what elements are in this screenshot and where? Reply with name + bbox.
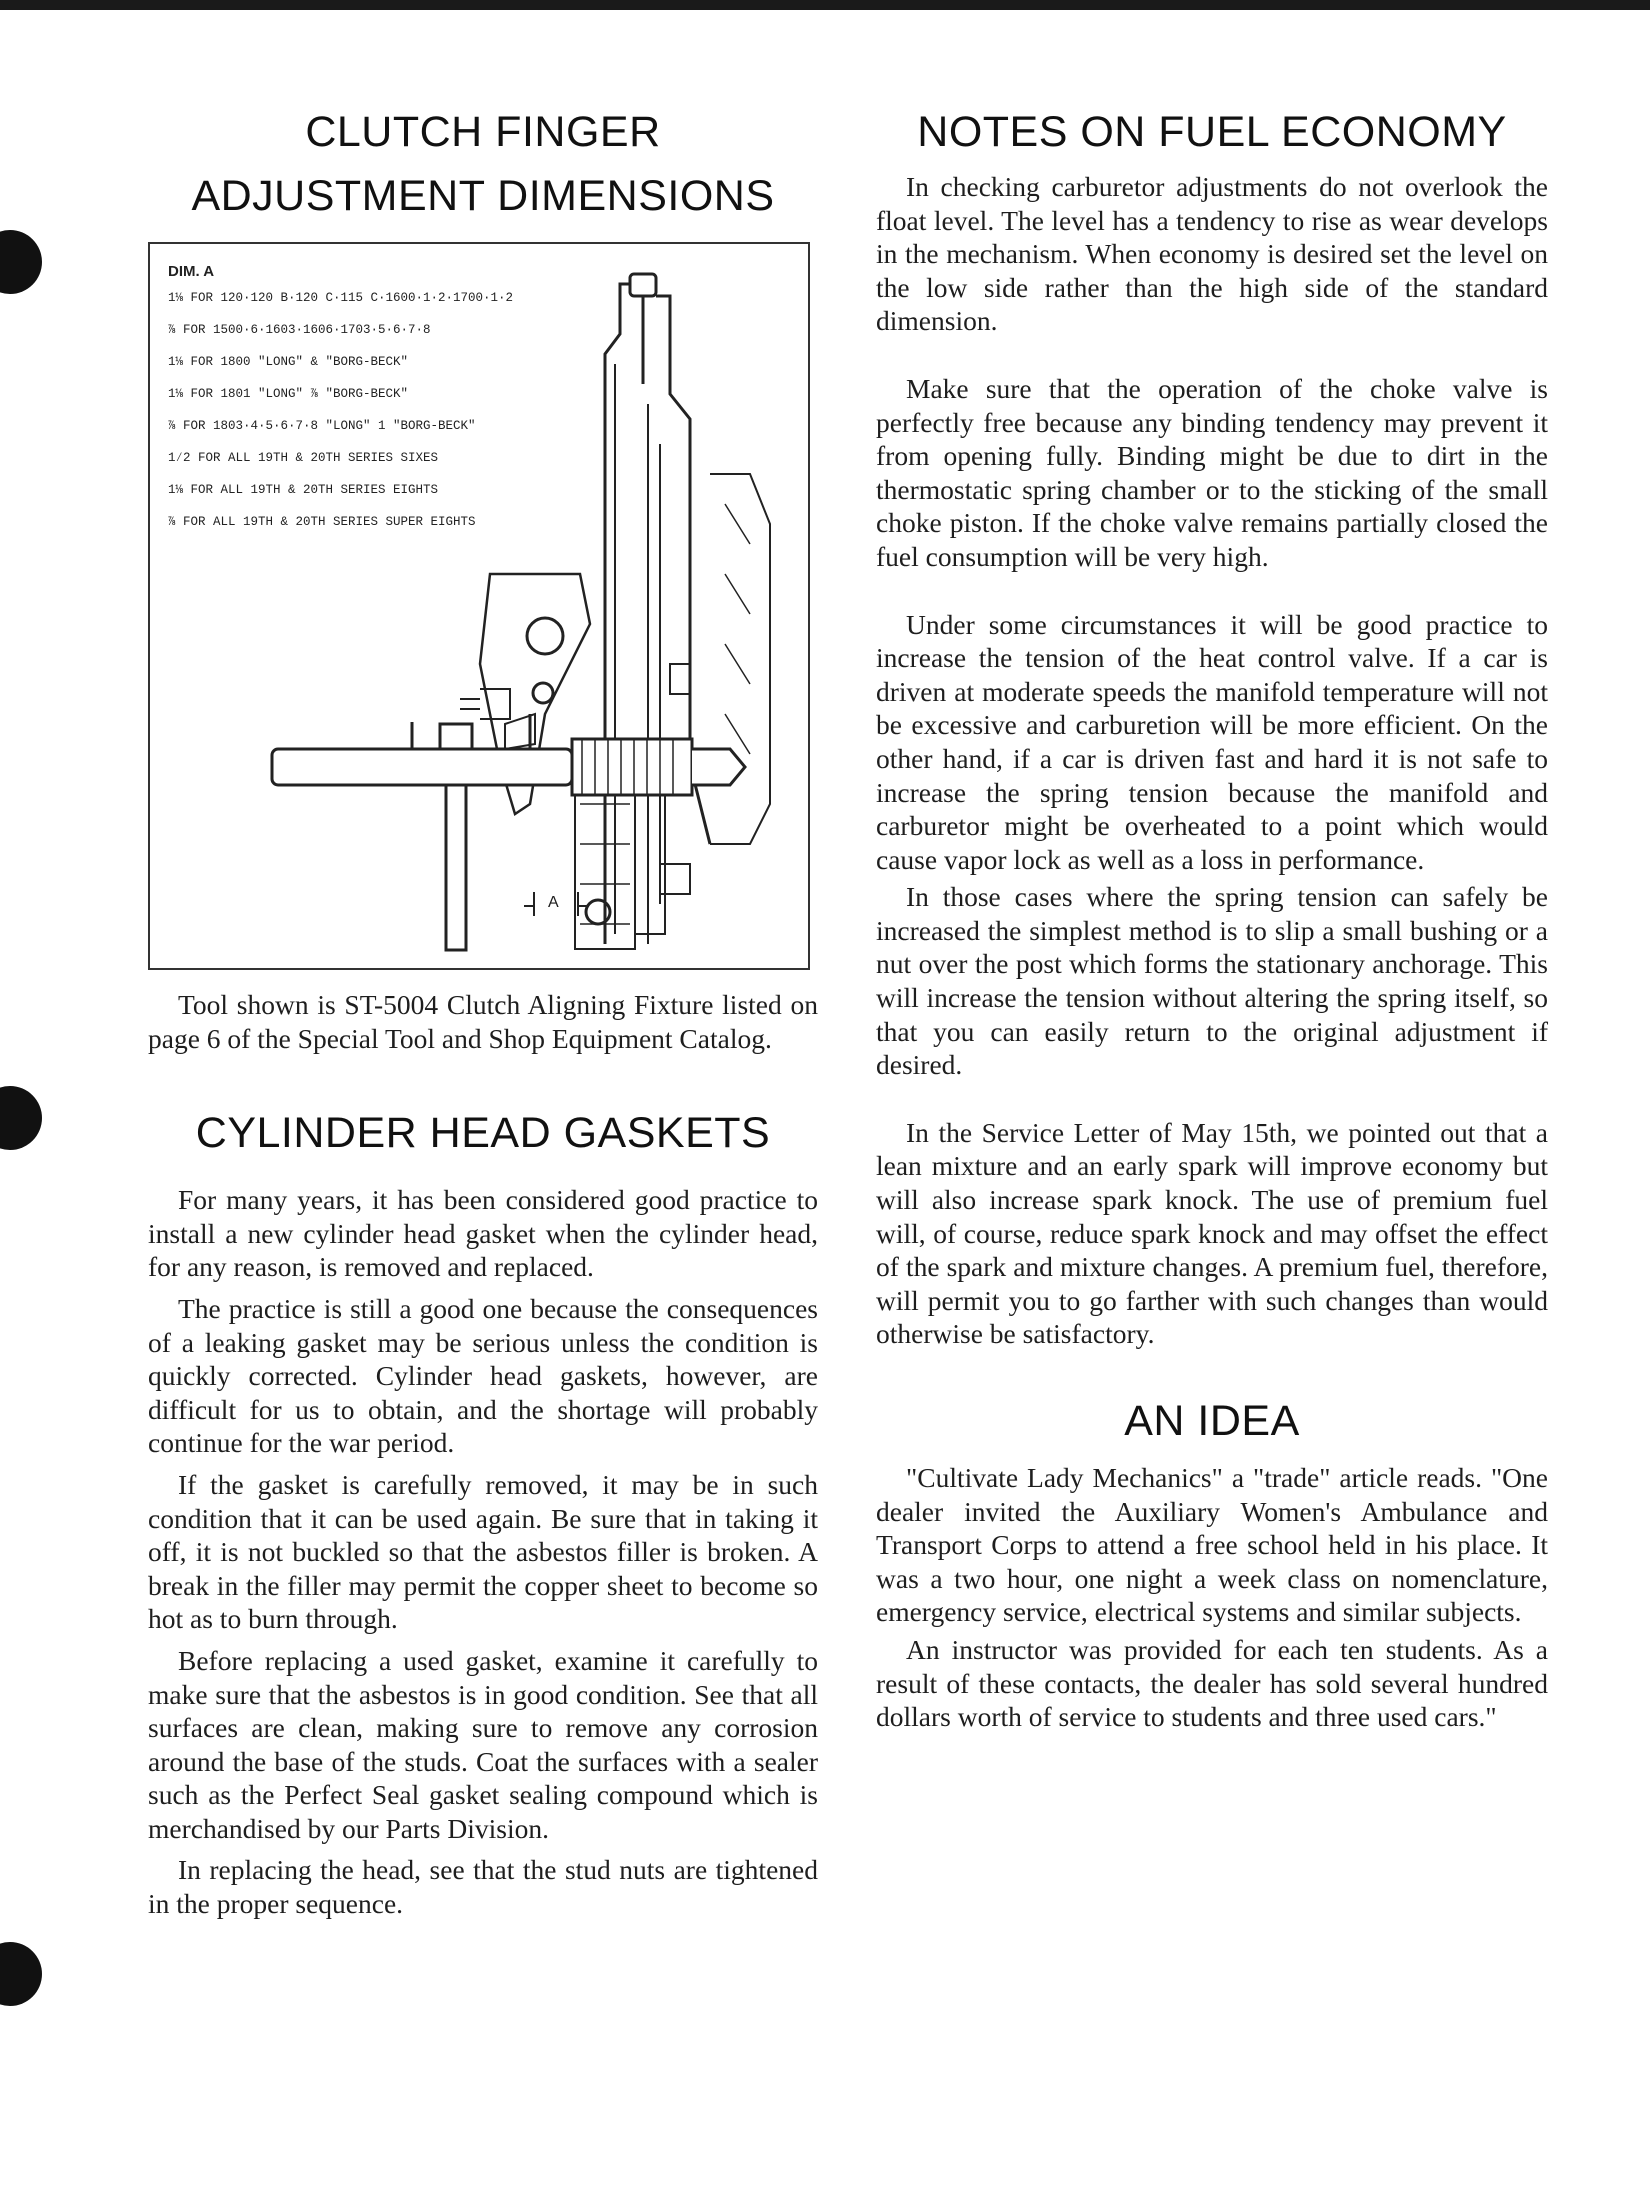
dimension-row: 1⅛ FOR ALL 19TH & 20TH SERIES EIGHTS (168, 483, 439, 497)
dimension-row: 1⅛ FOR 1800 "LONG" & "BORG-BECK" (168, 355, 409, 369)
gaskets-paragraph: For many years, it has been considered good practice to install a new cylinder head gasket when the cylinder head, for any reason, is removed and replaced. (148, 1184, 818, 1283)
idea-title: AN IDEA (1124, 1397, 1300, 1445)
gaskets-title: CYLINDER HEAD GASKETS (195, 1109, 771, 1158)
gaskets-paragraph: If the gasket is carefully removed, it may be in such condition that it can be used again. Be sure that in taking it off, it is not buckled so that the asbestos filler is broken. A break in the filler may permit the copper sheet to become so hot as to burn through. (148, 1468, 818, 1635)
gaskets-paragraph: The practice is still a good one because the consequences of a leaking gasket may be serious unless the condition is quickly corrected. Cylinder head gaskets, however, are difficult for us to obtain, and the shortage will probably continue for the war period. (148, 1292, 818, 1459)
dimension-row: ⅞ FOR 1500·6·1603·1606·1703·5·6·7·8 (168, 323, 431, 337)
clutch-title-line1: CLUTCH FINGER (305, 108, 661, 156)
figure-caption: Tool shown is ST-5004 Clutch Aligning Fixture listed on page 6 of the Special Tool and Shop Equipment Catalog. (148, 989, 818, 1054)
dimension-row: 1⁄2 FOR ALL 19TH & 20TH SERIES SIXES (168, 451, 439, 465)
dimension-row: 1⅛ FOR 120·120 B·120 C·115 C·1600·1·2·1700·1·2 (168, 291, 514, 305)
gaskets-paragraph: Before replacing a used gasket, examine it carefully to make sure that the asbestos is in good condition. See that all surfaces are clean, making sure to remove any corrosion around the base of the studs. Coat the surfaces with a sealer such as the Perfect Seal gasket sealing compound which is merchandised by our Parts Division. (148, 1644, 818, 1844)
dimension-list-title: DIM. A (168, 263, 215, 280)
dimension-list (168, 262, 514, 538)
binder-hole-middle (0, 1086, 42, 1150)
binder-hole-top (0, 230, 42, 294)
dimension-a-marker: A (548, 894, 559, 911)
left-column (148, 100, 818, 1921)
clutch-aligning-fixture-figure (148, 242, 810, 970)
gaskets-paragraph: In replacing the head, see that the stud nuts are tightened in the proper sequence. (148, 1854, 818, 1920)
dimension-row: ⅞ FOR 1803·4·5·6·7·8 "LONG" 1 "BORG-BECK" (168, 419, 476, 433)
idea-paragraph: An instructor was provided for each ten students. As a result of these contacts, the dealer has sold several hundred dollars worth of service to students and three used cars." (876, 1633, 1548, 1733)
top-border-rule (0, 0, 1650, 10)
binder-hole-bottom (0, 1942, 42, 2006)
right-column (876, 100, 1548, 1734)
idea-paragraph: "Cultivate Lady Mechanics" a "trade" article reads. "One dealer invited the Auxiliary Women's Ambulance and Transport Corps to attend a free school held in his place. It was a two hour, one night a week class on nomenclature, emergency service, electrical systems and similar subjects. (876, 1462, 1548, 1628)
clutch-title-line2: ADJUSTMENT DIMENSIONS (191, 172, 775, 220)
dimension-row: ⅞ FOR ALL 19TH & 20TH SERIES SUPER EIGHTS (168, 515, 476, 529)
fuel-paragraph: Under some circumstances it will be good practice to increase the tension of the heat control valve. If a car is driven at moderate speeds the manifold temperature will not be excessive and carburetion will be more efficient. On the other hand, if a car is driven fast and hard it is not safe to increase the spring tension because the manifold and carburetor might be overheated to a point which would cause vapor lock as well as a loss in performance. (876, 608, 1548, 875)
fuel-paragraph: In the Service Letter of May 15th, we pointed out that a lean mixture and an early spark will improve economy but will also increase spark knock. The use of premium fuel will, of course, reduce spark knock and may offset the effect of the spark and mixture changes. A premium fuel, therefore, will permit you to go farther with such changes than would otherwise be satisfactory. (876, 1116, 1548, 1350)
fuel-paragraph: In checking carburetor adjustments do not overlook the float level. The level has a tendency to rise as wear develops in the mechanism. When economy is desired set the level on the low side rather than the high side of the standard dimension. (876, 171, 1548, 337)
fuel-paragraph: Make sure that the operation of the choke valve is perfectly free because any binding tendency may prevent it from opening fully. Binding might be due to dirt in the thermostatic spring chamber or to the sticking of the small choke piston. If the choke valve remains partially closed the fuel consumption will be very high. (876, 372, 1548, 572)
fuel-economy-title: NOTES ON FUEL ECONOMY (917, 108, 1507, 156)
dimension-row: 1⅛ FOR 1801 "LONG" ⅞ "BORG-BECK" (168, 387, 409, 401)
fuel-paragraph: In those cases where the spring tension can safely be increased the simplest method is to slip a small bushing or a nut over the post which forms the stationary anchorage. This will increase the tension without altering the spring itself, so that you can easily return to the original adjustment if desired. (876, 881, 1548, 1081)
